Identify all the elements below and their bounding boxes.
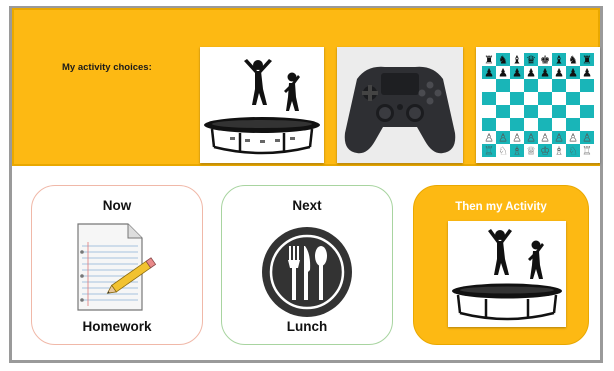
chess-piece-icon: ♙ (582, 131, 592, 145)
chess-square (566, 92, 580, 105)
chess-square (510, 105, 524, 118)
chess-square (552, 79, 566, 92)
chess-piece-icon: ♖ (582, 144, 592, 158)
chess-piece-icon: ♟ (568, 66, 578, 80)
chess-piece-icon: ♙ (484, 131, 494, 145)
now-title: Now (102, 198, 132, 213)
chess-piece-icon: ♟ (582, 66, 592, 80)
game-controller-icon (337, 47, 463, 163)
chess-piece-icon: ♙ (526, 131, 536, 145)
choice-chess-card[interactable] (476, 47, 600, 163)
chess-piece-icon: ♚ (540, 53, 550, 67)
chess-square (496, 79, 510, 92)
choice-controller-card[interactable] (337, 47, 463, 163)
chess-square (496, 92, 510, 105)
choices-label: My activity choices: (62, 62, 152, 73)
chess-piece-icon: ♗ (554, 144, 564, 158)
activity-choices-bar (12, 8, 600, 166)
chess-piece-icon: ♝ (512, 53, 522, 67)
chess-square (510, 118, 524, 131)
chess-square (482, 79, 496, 92)
next-title: Next (292, 198, 322, 213)
chess-piece-icon: ♟ (540, 66, 550, 80)
chess-square (538, 92, 552, 105)
chess-piece-icon: ♟ (512, 66, 522, 80)
chess-piece-icon: ♜ (582, 53, 592, 67)
chess-piece-icon: ♞ (568, 53, 578, 67)
chess-piece-icon: ♕ (526, 144, 536, 158)
then-activity-image (448, 221, 566, 327)
chess-square (538, 79, 552, 92)
chess-square (496, 105, 510, 118)
chess-board-icon (476, 47, 600, 163)
then-card[interactable] (413, 185, 589, 345)
next-card[interactable] (221, 185, 393, 345)
chess-piece-icon: ♛ (526, 53, 536, 67)
chess-square (482, 118, 496, 131)
chess-piece-icon: ♝ (554, 53, 564, 67)
trampoline-icon (448, 221, 566, 327)
chess-piece-icon: ♙ (554, 131, 564, 145)
chess-piece-icon: ♗ (512, 144, 522, 158)
chess-square (566, 105, 580, 118)
plate-cutlery-icon (255, 224, 359, 320)
chess-piece-icon: ♖ (484, 144, 494, 158)
choice-trampoline-card[interactable] (200, 47, 324, 163)
chess-square (524, 118, 538, 131)
chess-square (524, 105, 538, 118)
next-caption: Lunch (286, 319, 328, 334)
chess-piece-icon: ♙ (568, 131, 578, 145)
chess-square (524, 79, 538, 92)
chess-square (552, 105, 566, 118)
homework-paper-icon (70, 222, 166, 312)
chess-piece-icon: ♙ (540, 131, 550, 145)
chess-piece-icon: ♘ (498, 144, 508, 158)
chess-square (538, 105, 552, 118)
chess-square (482, 105, 496, 118)
chess-piece-icon: ♔ (540, 144, 550, 158)
chess-square (552, 118, 566, 131)
then-title: Then my Activity (455, 201, 547, 213)
chess-square (580, 92, 594, 105)
chess-square (566, 79, 580, 92)
now-caption: Homework (82, 319, 152, 334)
chess-piece-icon: ♘ (568, 144, 578, 158)
chess-square (496, 118, 510, 131)
chess-piece-icon: ♟ (498, 66, 508, 80)
chess-square (580, 105, 594, 118)
chess-square (524, 92, 538, 105)
trampoline-icon (200, 47, 324, 163)
chess-piece-icon: ♞ (498, 53, 508, 67)
chess-piece-icon: ♙ (498, 131, 508, 145)
chess-square (510, 92, 524, 105)
chess-piece-icon: ♟ (484, 66, 494, 80)
chess-square (482, 92, 496, 105)
chess-piece-icon: ♙ (512, 131, 522, 145)
chess-piece-icon: ♟ (554, 66, 564, 80)
chess-piece-icon: ♟ (526, 66, 536, 80)
chess-square (580, 118, 594, 131)
chess-square (538, 118, 552, 131)
chess-piece-icon: ♜ (484, 53, 494, 67)
chess-square (566, 118, 580, 131)
chess-square (552, 92, 566, 105)
chess-square (580, 79, 594, 92)
chess-square (510, 79, 524, 92)
now-card[interactable] (31, 185, 203, 345)
